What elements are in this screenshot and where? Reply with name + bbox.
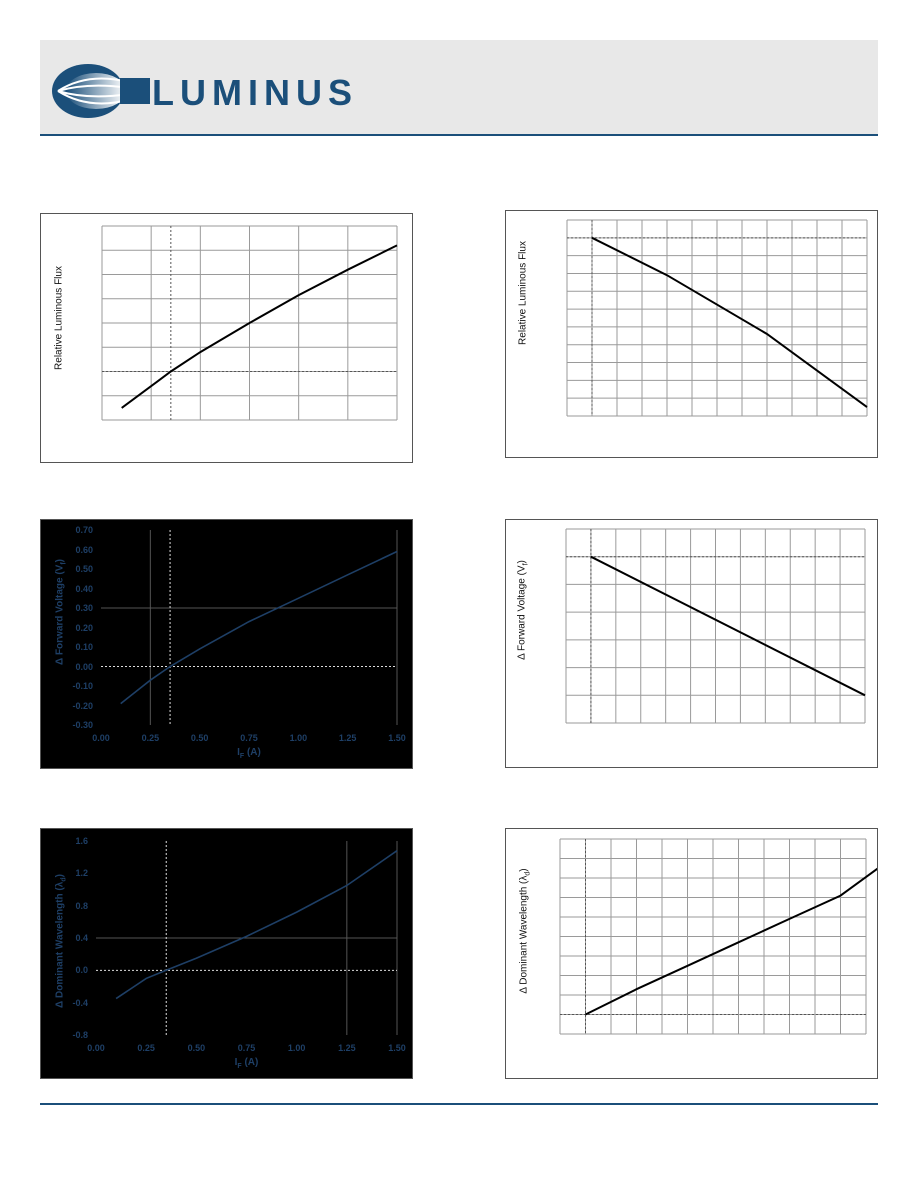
- series-line: [116, 851, 397, 999]
- x-tick-label: 0.50: [190, 733, 209, 743]
- x-tick-label: 1.50: [388, 733, 406, 743]
- x-axis-label-sub: F: [239, 753, 245, 760]
- chart-wavelength-vs-current: [40, 828, 413, 1079]
- plot-svg: [506, 520, 877, 767]
- x-tick-label: 0.00: [87, 1043, 105, 1053]
- plot-svg: [506, 211, 877, 457]
- y-axis-label: [55, 559, 68, 665]
- x-tick-label: 0.00: [92, 733, 110, 743]
- y-axis-label: [518, 241, 529, 345]
- y-axis-label-sub: d: [524, 871, 532, 876]
- x-tick-label: 0.25: [137, 1043, 155, 1053]
- y-tick-label: -0.10: [72, 681, 93, 691]
- x-axis-label-unit: (A): [244, 747, 261, 758]
- y-axis-label-sub: f: [522, 563, 530, 566]
- x-axis-label-sub: F: [237, 1063, 242, 1070]
- y-axis-label: [54, 266, 65, 370]
- plot-svg: [506, 829, 877, 1078]
- chart-vf-vs-temperature: [505, 519, 878, 768]
- x-tick-label: 1.25: [338, 1043, 356, 1053]
- x-tick-label: 0.75: [237, 1043, 256, 1053]
- x-axis-label-main: I: [237, 747, 240, 758]
- x-tick-label: 1.00: [289, 733, 308, 743]
- x-axis-label: [235, 1057, 259, 1070]
- y-tick-label: 0.4: [75, 933, 88, 943]
- header-band: [40, 40, 878, 136]
- y-axis-label-main: Relative Luminous Flux: [53, 266, 65, 370]
- y-axis-label: [519, 868, 532, 993]
- x-tick-label: 0.50: [187, 1043, 206, 1053]
- x-axis-label-unit: (A): [241, 1057, 259, 1068]
- plot-svg: [41, 829, 412, 1078]
- x-tick-label: 0.25: [141, 733, 160, 743]
- y-tick-label: 0.40: [75, 583, 93, 594]
- y-axis-label-main: Δ Forward Voltage (V: [54, 564, 66, 666]
- y-axis-label-end: ): [54, 558, 66, 563]
- y-tick-label: 1.2: [75, 868, 88, 879]
- plot-svg: [41, 520, 412, 768]
- footer-rule: [40, 1103, 878, 1105]
- y-axis-label-main: Δ Dominant Wavelength (λ: [518, 875, 530, 994]
- y-tick-label: -0.30: [72, 720, 93, 730]
- y-tick-label: 0.30: [75, 603, 93, 613]
- y-axis-label-end: ): [516, 560, 528, 564]
- luminus-logo: [48, 60, 408, 122]
- y-tick-label: 0.20: [75, 622, 93, 633]
- x-tick-label: 1.25: [338, 733, 357, 743]
- x-tick-label: 1.00: [287, 1043, 306, 1053]
- y-tick-label: 0.60: [75, 544, 93, 555]
- series-line: [592, 238, 867, 407]
- y-tick-label: -0.20: [72, 700, 93, 711]
- logo-text: LUMINUS: [152, 72, 358, 113]
- x-axis-label: [237, 747, 261, 760]
- y-tick-label: 0.50: [75, 564, 93, 574]
- y-axis-label: [517, 560, 530, 660]
- y-tick-label: 0.0: [75, 965, 88, 976]
- y-tick-label: 0.8: [75, 900, 88, 911]
- y-tick-label: 0.70: [75, 525, 93, 535]
- x-axis-label-main: I: [234, 1057, 238, 1068]
- y-tick-label: 0.10: [75, 642, 93, 652]
- y-tick-label: -0.4: [72, 997, 88, 1008]
- chart-vf-vs-current: [40, 519, 413, 769]
- series-line: [121, 552, 397, 704]
- chart-flux-vs-current: [40, 213, 413, 463]
- series-line: [122, 245, 397, 408]
- x-tick-label: 0.75: [240, 733, 258, 743]
- y-axis-label-main: Δ Dominant Wavelength (λ: [54, 881, 66, 1008]
- y-tick-label: 1.6: [75, 836, 88, 846]
- x-tick-label: 1.50: [388, 1043, 406, 1053]
- y-tick-label: -0.8: [72, 1030, 88, 1040]
- y-axis-label-sub: f: [60, 562, 68, 565]
- plot-svg: [41, 214, 412, 462]
- chart-wavelength-vs-temperature: [505, 828, 878, 1079]
- y-axis-label-sub: d: [60, 877, 68, 882]
- y-axis-label: [55, 874, 68, 1008]
- y-axis-label-end: ): [54, 874, 66, 878]
- series-line: [591, 557, 865, 696]
- chart-flux-vs-temperature: [505, 210, 878, 458]
- y-axis-label-main: Δ Forward Voltage (V: [516, 565, 528, 660]
- y-axis-label-main: Relative Luminous Flux: [517, 241, 529, 345]
- y-axis-label-end: ): [518, 868, 530, 872]
- y-tick-label: 0.00: [75, 661, 93, 672]
